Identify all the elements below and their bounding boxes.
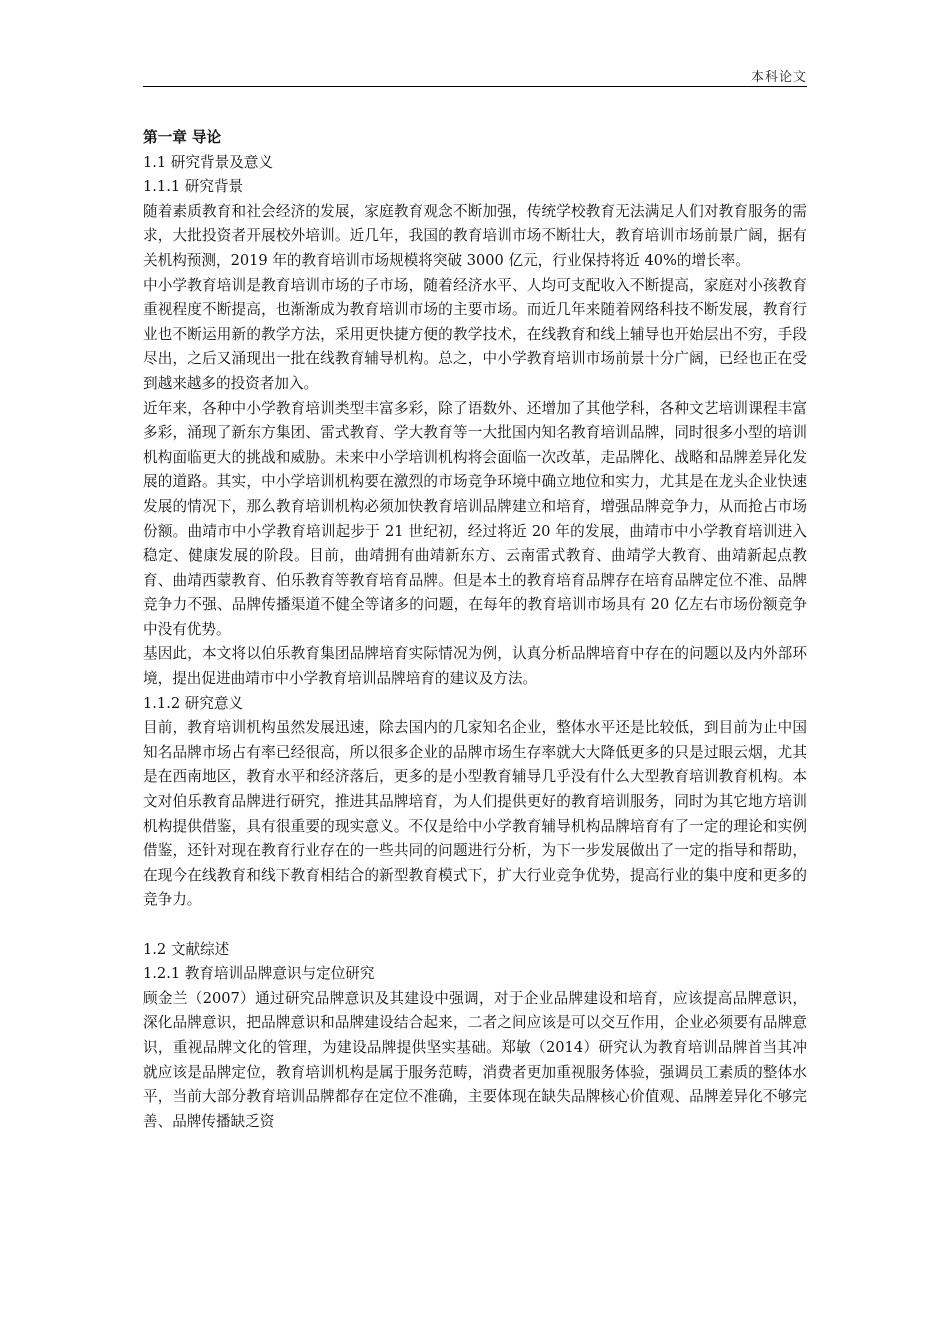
subsection-heading-1-1-1: 1.1.1 研究背景 <box>143 178 244 196</box>
paragraph-5: 目前，教育培训机构虽然发展迅速，除去国内的几家知名企业，整体水平还是比较低，到目前为止中国知名品牌市场占有率已经很高，所以很多企业的品牌市场生存率就大大降低更多的只是过眼云烟，尤其是在西南地区，教育水平和经济落后，更多的是小型教育辅导几乎没有什么大型教育培训教育机构。本文对伯乐教育品牌进行研究，推进其品牌培育，为人们提供更好的教育培训服务，同时为其它地方培训机构提供借鉴，具有很重要的现实意义。不仅是给中小学教育辅导机构品牌培育有了一定的理论和实例借鉴，还针对现在教育行业存在的一些共同的问题进行分析，为下一步发展做出了一定的指导和帮助，在现今在线教育和线下教育相结合的新型教育模式下，扩大行业竞争优势，提高行业的集中度和更多的竞争力。 <box>143 719 807 909</box>
section-heading-1-2: 1.2 文献综述 <box>143 940 230 958</box>
running-header: 本科论文 <box>750 70 807 85</box>
paragraph-3: 近年来，各种中小学教育培训类型丰富多彩，除了语数外、还增加了其他学科，各种文艺培训课程丰富多彩，涌现了新东方集团、雷式教育、学大教育等一大批国内知名教育培训品牌，同时很多小型的培训机构面临更大的挑战和威胁。未来中小学培训机构将会面临一次改革，走品牌化、战略和品牌差异化发展的道路。其实，中小学培训机构要在激烈的市场竞争环境中确立地位和实力，尤其是在龙头企业快速发展的情况下，那么教育培训机构必须加快教育培训品牌建立和培育，增强品牌竞争力，从而抢占市场份额。曲靖市中小学教育培训起步于 21 世纪初，经过将近 20 年的发展，曲靖市中小学教育培训进入稳定、健康发展的阶段。目前，曲靖拥有曲靖新东方、云南雷式教育、曲靖学大教育、曲靖新起点教育、曲靖西蒙教育、伯乐教育等教育培育品牌。但是本土的教育培育品牌存在培育品牌定位不准、品牌竞争力不强、品牌传播渠道不健全等诸多的问题，在每年的教育培训市场具有 20 亿左右市场份额竞争中没有优势。 <box>143 399 807 638</box>
blank-line <box>143 913 807 938</box>
subsection-heading-1-2-1: 1.2.1 教育培训品牌意识与定位研究 <box>143 965 375 983</box>
header-rule <box>143 86 807 87</box>
section-heading-1-1: 1.1 研究背景及意义 <box>143 153 274 171</box>
chapter-title: 第一章 导论 <box>143 129 222 146</box>
paragraph-4: 基因此，本文将以伯乐教育集团品牌培育实际情况为例，认真分析品牌培育中存在的问题以及内外部环境，提出促进曲靖市中小学教育培训品牌培育的建议及方法。 <box>143 645 807 688</box>
subsection-heading-1-1-2: 1.1.2 研究意义 <box>143 694 244 712</box>
paragraph-6: 顾金兰（2007）通过研究品牌意识及其建设中强调，对于企业品牌建设和培育，应该提高品牌意识，深化品牌意识，把品牌意识和品牌建设结合起来，二者之间应该是可以交互作用，企业必须要有品牌意识，重视品牌文化的管理，为建设品牌提供坚实基础。郑敏（2014）研究认为教育培训品牌首当其冲就应该是品牌定位，教育培训机构是属于服务范畴，消费者更加重视服务体验，强调员工素质的整体水平，当前大部分教育培训品牌都存在定位不准确，主要体现在缺失品牌核心价值观、品牌差异化不够完善、品牌传播缺乏资 <box>143 989 807 1130</box>
page-body <box>143 126 807 1134</box>
paragraph-2: 中小学教育培训是教育培训市场的子市场，随着经济水平、人均可支配收入不断提高，家庭对小孩教育重视程度不断提高，也渐渐成为教育培训市场的主要市场。而近几年来随着网络科技不断发展，教育行业也不断运用新的教学方法，采用更快捷方便的教学技术，在线教育和线上辅导也开始层出不穷，手段尽出，之后又涌现出一批在线教育辅导机构。总之，中小学教育培训市场前景十分广阔，已经也正在受到越来越多的投资者加入。 <box>143 276 807 392</box>
paragraph-1: 随着素质教育和社会经济的发展，家庭教育观念不断加强，传统学校教育无法满足人们对教育服务的需求，大批投资者开展校外培训。近几年，我国的教育培训市场不断壮大，教育培训市场前景广阔，据有关机构预测，2019 年的教育培训市场规模将突破 3000 亿元，行业保持将近 40%的增长率。 <box>143 202 807 269</box>
